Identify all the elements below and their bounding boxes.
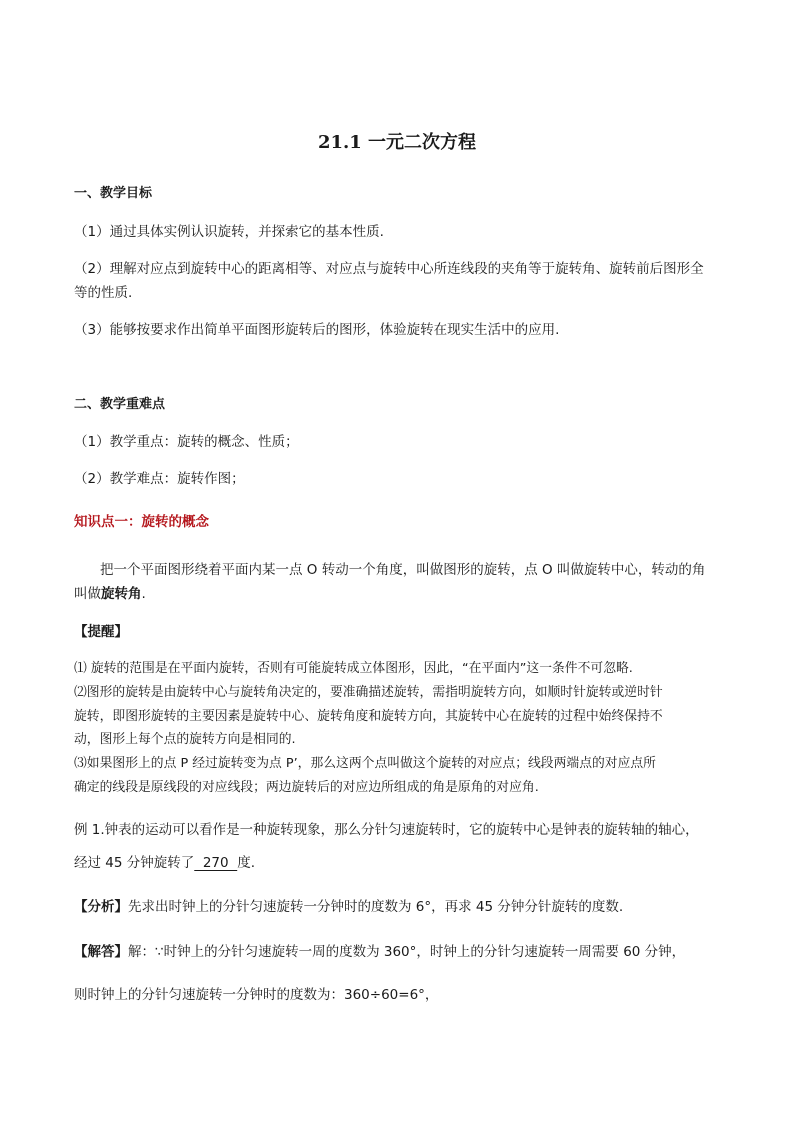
tip-paragraph-1: ⑴ 旋转的范围是在平面内旋转，否则有可能旋转成立体图形，因此，“在平面内”这一条件不可忽略. (74, 661, 633, 676)
section-heading-keypoints: 二、教学重难点 (74, 397, 166, 412)
solution-paragraph (74, 942, 724, 962)
analysis-text: 先求出时钟上的分针匀速旋转一分钟时的度数为 6°，再求 45 分钟分针旋转的度数. (128, 899, 624, 915)
goal-item-2-line1: （2）理解对应点到旋转中心的距离相等、对应点与旋转中心所连线段的夹角等于旋转角、旋转前后图形全 (74, 261, 704, 277)
goal-item-2-line2: 等的性质. (74, 285, 133, 301)
goal-item-1: （1）通过具体实例认识旋转，并探索它的基本性质. (74, 224, 384, 240)
keypoint-item-1: （1）教学重点：旋转的概念、性质； (74, 434, 299, 450)
example-1-line2 (74, 853, 724, 873)
tip-paragraph-3-line2: 确定的线段是原线段的对应线段；两边旋转后的对应边所组成的角是原角的对应角. (74, 780, 539, 795)
analysis-paragraph (74, 897, 724, 917)
example-1-line1: 例 1.钟表的运动可以看作是一种旋转现象，那么分针匀速旋转时，它的旋转中心是钟表的旋转轴的轴心， (74, 822, 699, 838)
section-heading-goals: 一、教学目标 (74, 186, 153, 201)
tip-paragraph-2-line3: 动，图形上每个点的旋转方向是相同的. (74, 732, 296, 747)
definition-line2-post: . (141, 586, 146, 602)
example-1-line2-post: 度. (237, 855, 255, 871)
page-title: 21.1 一元二次方程 (317, 132, 477, 153)
example-1-answer: 270 (194, 855, 238, 871)
solution-text-2: 则时钟上的分针匀速旋转一分钟时的度数为：360÷60=6°， (74, 987, 439, 1003)
tip-paragraph-2-line2: 旋转，即图形旋转的主要因素是旋转中心、旋转角度和旋转方向，其旋转中心在旋转的过程中始终保持不 (74, 709, 663, 724)
tip-paragraph-2-line1: ⑵图形的旋转是由旋转中心与旋转角决定的，要准确描述旋转，需指明旋转方向，如顺时针旋转或逆时针 (74, 685, 663, 700)
tip-heading: 【提醒】 (74, 624, 128, 640)
definition-line1: 把一个平面图形绕着平面内某一点 O 转动一个角度，叫做图形的旋转，点 O 叫做旋转中心，转动的角 (100, 562, 706, 578)
definition-line2 (74, 584, 724, 604)
definition-term: 旋转角 (101, 586, 142, 602)
knowledge-heading: 知识点一：旋转的概念 (74, 514, 209, 530)
goal-item-3: （3）能够按要求作出简单平面图形旋转后的图形，体验旋转在现实生活中的应用. (74, 322, 560, 338)
analysis-tag: 【分析】 (74, 899, 128, 915)
solution-text-1: 解：∵时钟上的分针匀速旋转一周的度数为 360°，时钟上的分针匀速旋转一周需要 60 分钟， (128, 944, 686, 960)
keypoint-item-2: （2）教学难点：旋转作图； (74, 471, 245, 487)
solution-tag: 【解答】 (74, 944, 128, 960)
definition-line2-pre: 叫做 (74, 586, 101, 602)
tip-paragraph-3-line1: ⑶如果图形上的点 P 经过旋转变为点 P’，那么这两个点叫做这个旋转的对应点；线段两端点的对应点所 (74, 756, 656, 771)
example-1-line2-pre: 经过 45 分钟旋转了 (74, 855, 195, 871)
